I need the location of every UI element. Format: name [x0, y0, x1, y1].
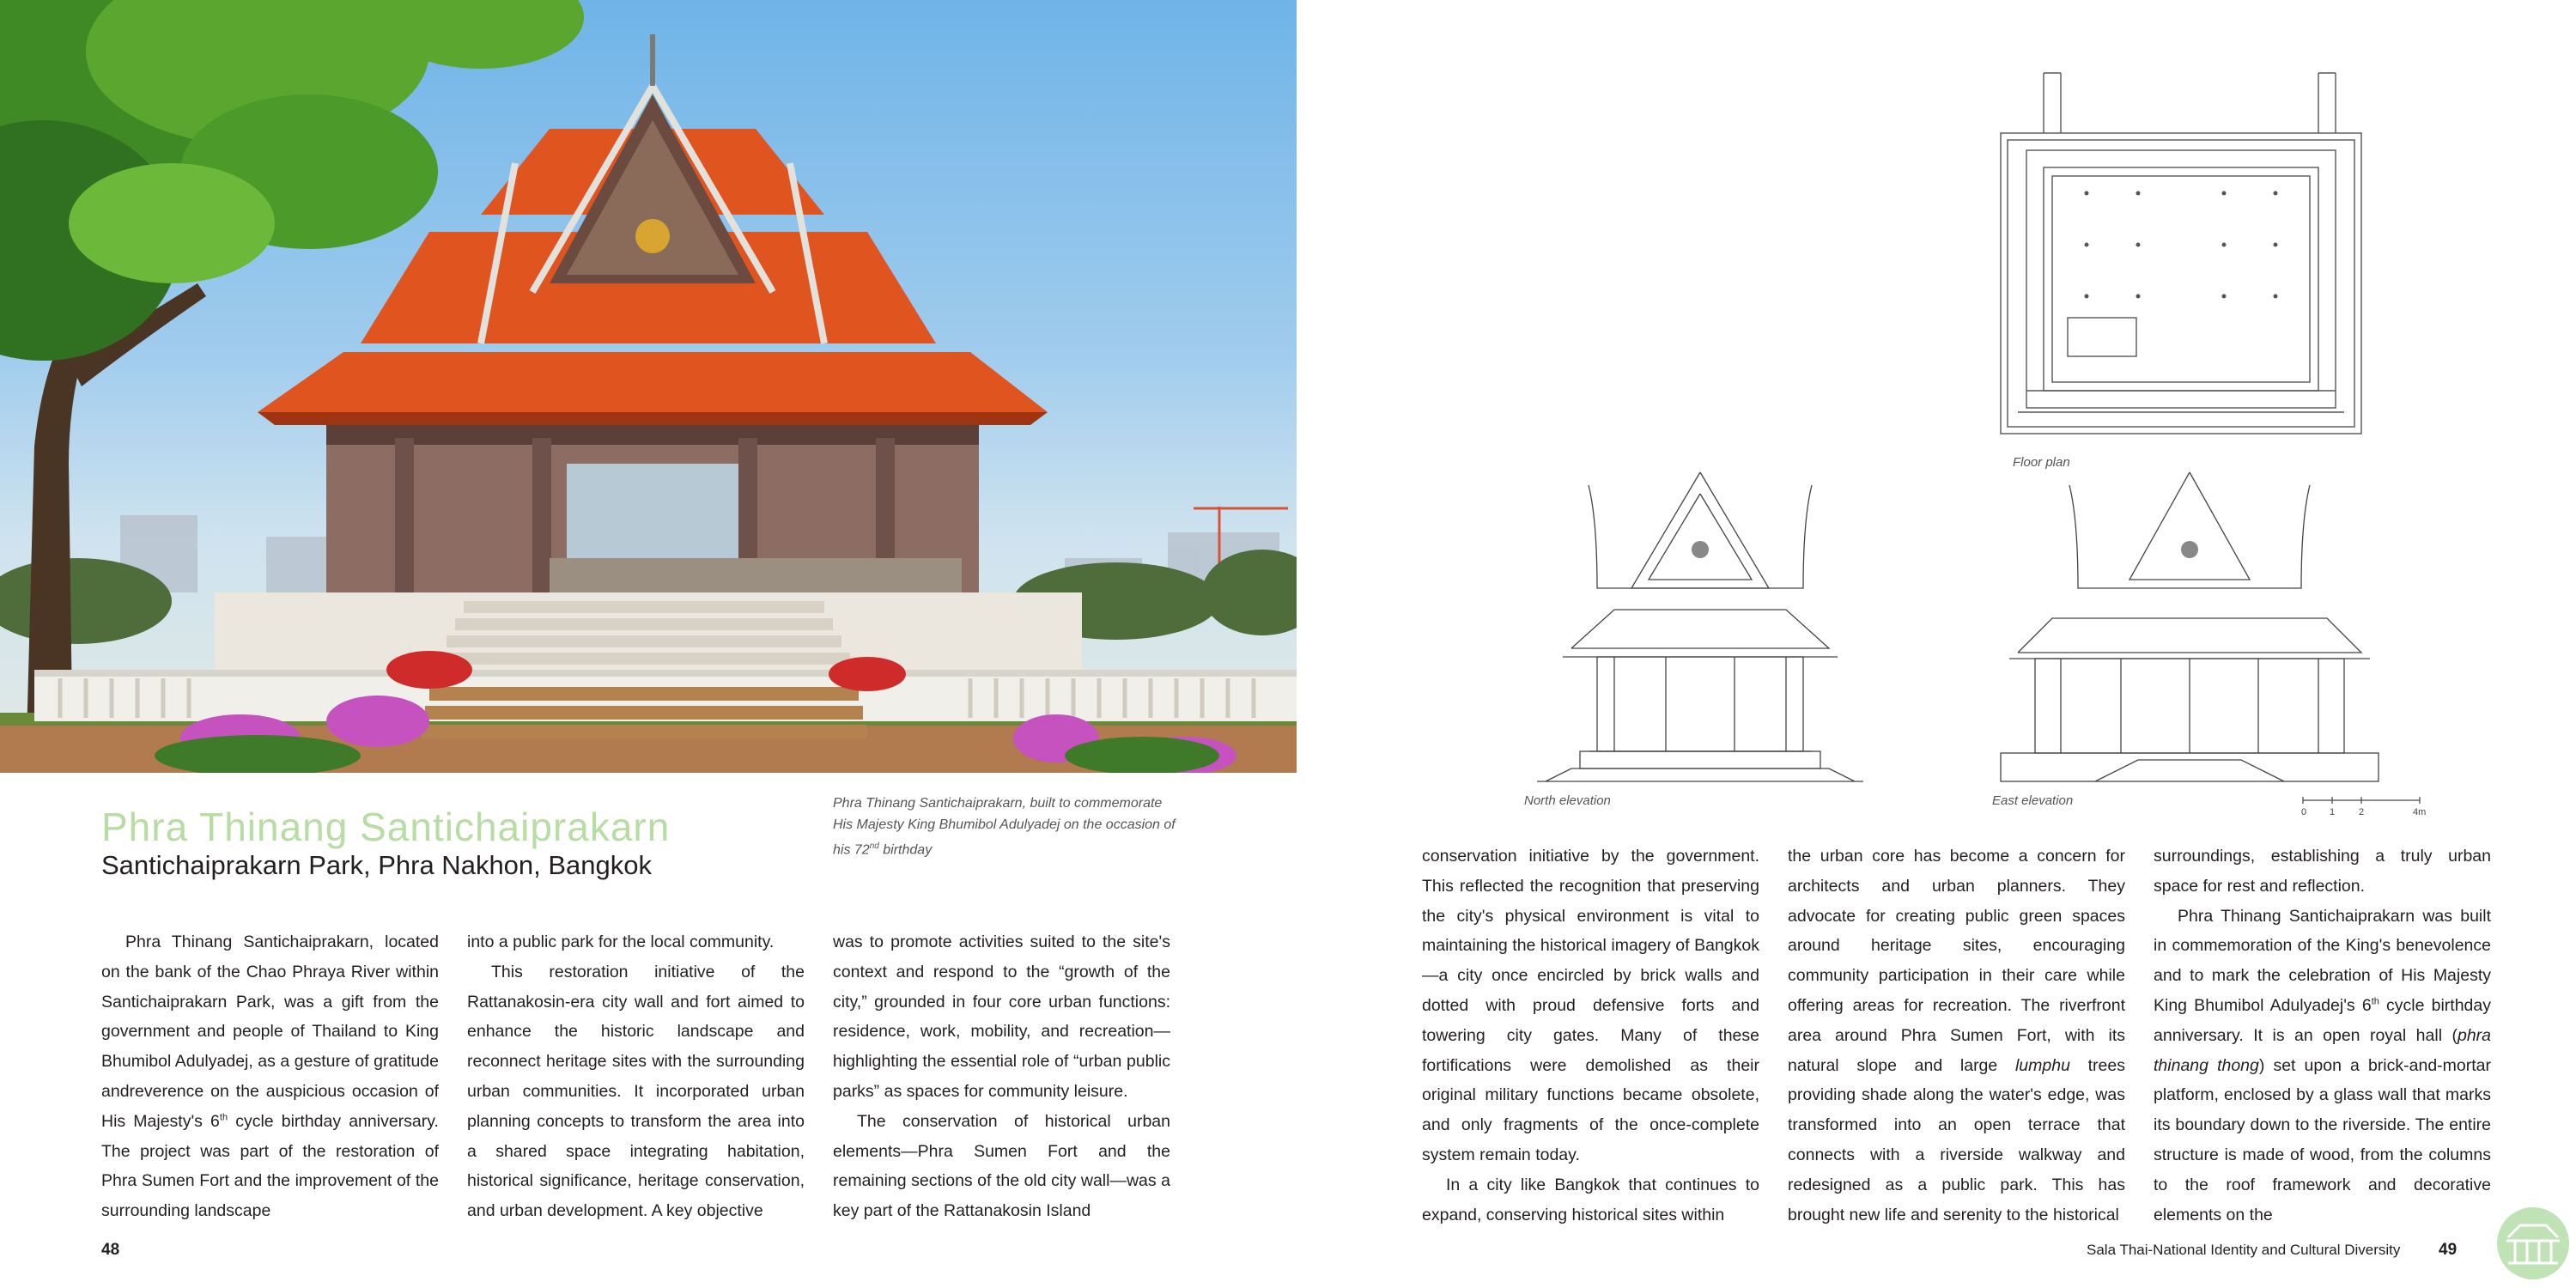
right-column-2 [1788, 841, 2125, 1230]
paragraph: In a city like Bangkok that continues to expand, conserving historical sites within [1422, 1175, 1759, 1224]
text-run: trees providing shade along the water's edge, was transformed into an open terrace that connects with a riverside walkway and redesigned as a public park. This has brought new life and serenity to the historical [1788, 1055, 2125, 1224]
paragraph: conservation initiative by the government. This reflected the recognition that preserving the city's physical environment is vital to maintaining the historical imagery of Bangkok—a city once encircled by brick walls and dotted with proud defensive forts and towering city gates. Many of these fortifications were demolished as their original military functions became obsolete, and only fragments of the once-complete system remain today. [1422, 847, 1759, 1164]
east-elevation-icon [1992, 468, 2387, 786]
paragraph: The conservation of historical urban elements—Phra Sumen Fort and the remaining sections of the old city wall—was a key part of the Rattanakosin Island [833, 1111, 1170, 1221]
page-subtitle: Santichaiprakarn Park, Phra Nakhon, Bangkok [101, 850, 653, 880]
text-run: the urban core has become a concern for architects and urban planners. They advocate for creating public green spaces around heritage sites, encouraging community participation in their care while offering areas for recreation. The riverfront area around Phra Sumen Fort, with its natural slope and large [1788, 847, 2125, 1075]
paragraph [101, 927, 439, 1226]
page-title: Phra Thinang Santichaiprakarn [101, 805, 671, 849]
left-column-2 [467, 927, 805, 1226]
running-head: Sala Thai-National Identity and Cultural Diversity [2087, 1242, 2401, 1258]
left-column-3 [833, 927, 1170, 1226]
italic-term: lumphu [2014, 1055, 2070, 1075]
pavilion-illustration [0, 0, 1297, 773]
scale-tick-0: 0 [2301, 807, 2307, 817]
italic-term: phra thinang thong [2154, 1025, 2491, 1075]
left-column-1 [101, 927, 439, 1226]
photo-caption-text: Phra Thinang Santichaiprakarn, built to commemorate His Majesty King Bhumibol Adulyadej on the occasion of his 72 [833, 796, 1176, 858]
text-run: Phra Thinang Santichaiprakarn was built in commemoration of the King's benevolence and to mark the celebration of His Majesty King Bhumibol Adulyadej's 6 [2154, 906, 2491, 1015]
page-number: 49 [2439, 1241, 2458, 1259]
paragraph: was to promote activities suited to the site's context and respond to the “growth of the city,” grounded in four core urban functions: residence, work, mobility, and recreation—highlighting the essential role of “urban public parks” as spaces for community leisure. [833, 933, 1170, 1101]
text-run: Phra Thinang Santichaiprakarn, located on the bank of the Chao Phraya River within Santichaiprakarn Park, was a gift from the government and people of Thailand to King Bhumibol Adulyadej, as a gesture of gratitude andreverence on the auspicious occasion of His Majesty's 6 [101, 933, 439, 1131]
text-run: ) set upon a brick-and-mortar platform, enclosed by a glass wall that marks its boundary down to the riverside. The entire structure is made of wood, from the columns to the roof framework and decorative elements on the [2154, 1055, 2491, 1224]
pavilion-logo-icon [2496, 1206, 2570, 1280]
east-elevation-label: East elevation [1992, 793, 2074, 808]
ordinal-suffix: th [2371, 996, 2379, 1007]
east-elevation-drawing [1992, 468, 2387, 786]
scale-tick-1: 1 [2330, 807, 2336, 817]
text-run: cycle birthday anniversary. It is an open royal hall ( [2154, 995, 2491, 1045]
right-column-1 [1422, 841, 1759, 1230]
floor-plan-icon [1992, 64, 2370, 442]
scale-tick-4m: 4m [2413, 807, 2427, 817]
paragraph: This restoration initiative of the Rattanakosin-era city wall and fort aimed to enhance the historic landscape and reconnect heritage sites with the surrounding urban communities. It incorporated urban planning concepts to transform the area into a shared space integrating habitation, historical significance, heritage conservation, and urban development. A key objective [467, 962, 805, 1221]
right-page [1288, 0, 2576, 1288]
paragraph: into a public park for the local community. [467, 933, 775, 951]
floor-plan-label: Floor plan [2013, 455, 2070, 470]
north-elevation-label: North elevation [1524, 793, 1611, 808]
photo-caption [833, 793, 1176, 860]
north-elevation-icon [1537, 468, 1863, 786]
pavilion-photo [0, 0, 1297, 773]
scale-tick-2: 2 [2359, 807, 2365, 817]
scale-bar [2301, 797, 2447, 823]
scale-bar-icon [2301, 797, 2447, 807]
north-elevation-drawing [1537, 468, 1863, 786]
paragraph [1788, 841, 2125, 1230]
paragraph [2154, 902, 2491, 1230]
floor-plan-drawing [1992, 64, 2370, 442]
photo-caption-end: birthday [878, 842, 933, 858]
page-number: 48 [101, 1241, 120, 1259]
right-column-3 [2154, 841, 2491, 1230]
ordinal-suffix: th [219, 1112, 228, 1123]
paragraph: surroundings, establishing a truly urban space for rest and reflection. [2154, 847, 2491, 896]
photo-caption-ordinal: nd [869, 841, 879, 851]
text-run: cycle birthday anniversary. The project was part of the restoration of Phra Sumen Fort and the improvement of the surrounding landscape [101, 1111, 439, 1221]
